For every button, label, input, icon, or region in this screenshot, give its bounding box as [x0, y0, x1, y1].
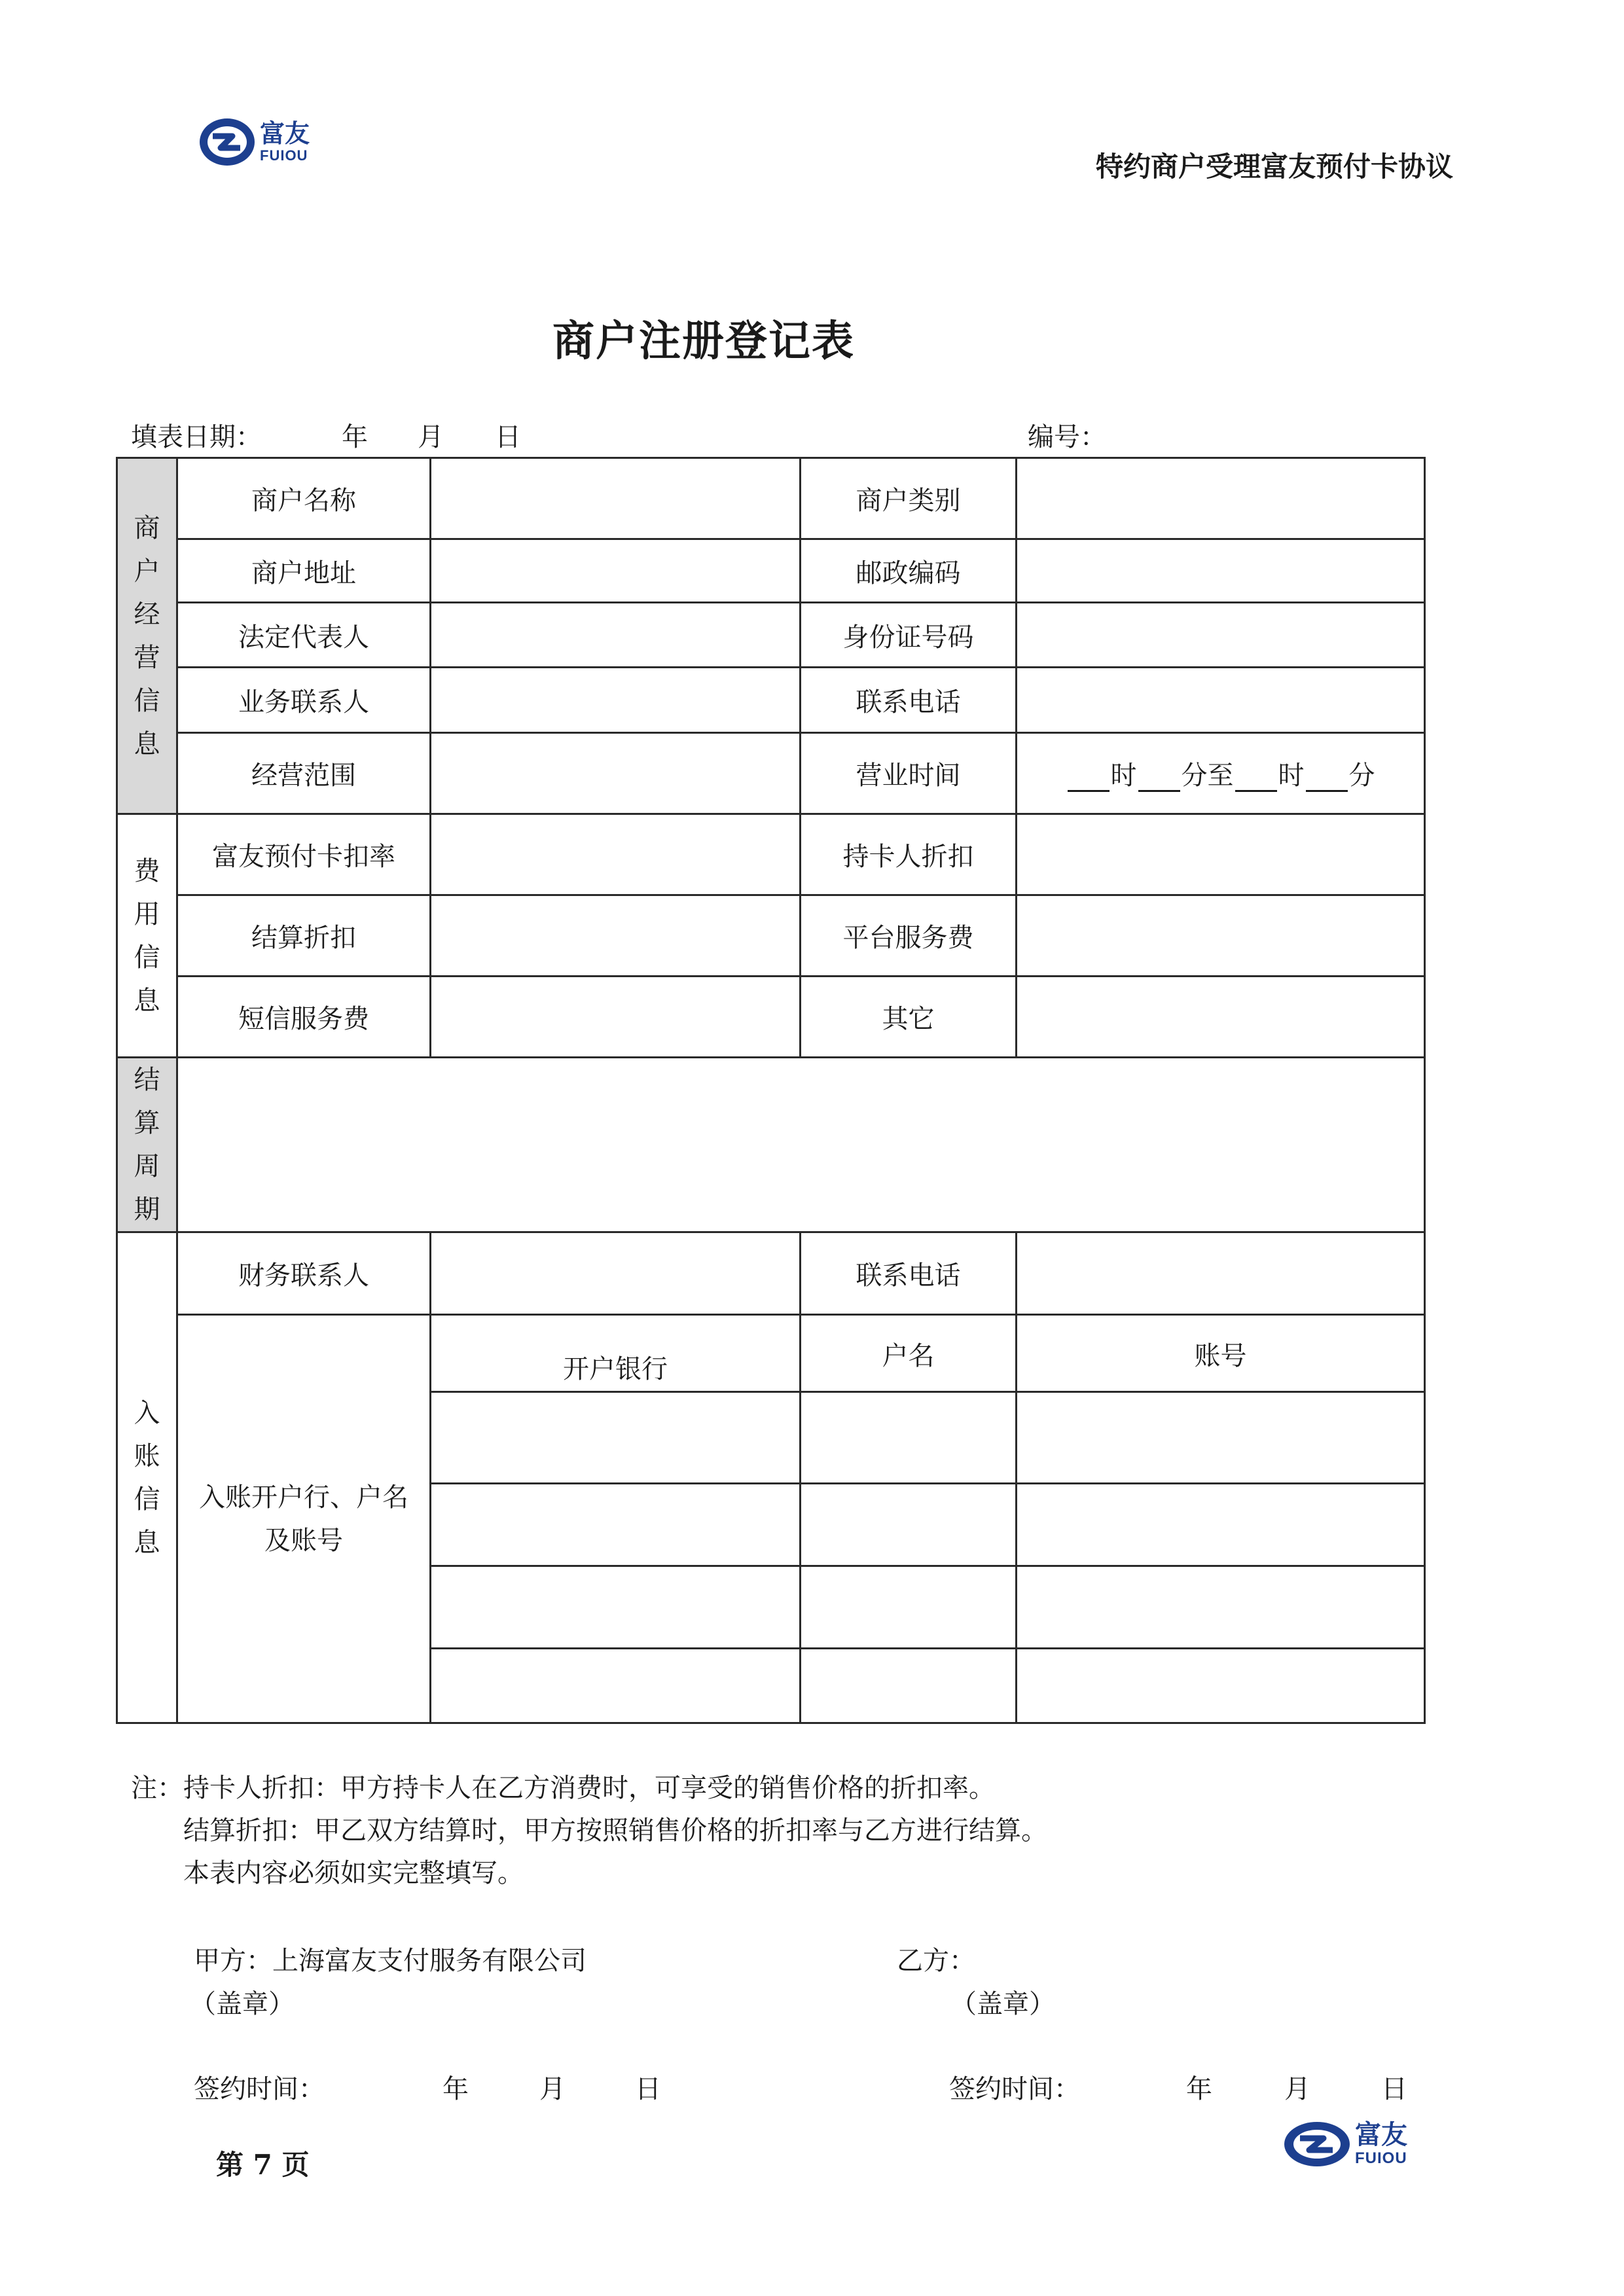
fuiou-swirl-icon [1283, 2119, 1351, 2169]
fill-date-month: 月 [418, 422, 444, 452]
label-legal-rep: 法定代表人 [177, 603, 431, 668]
input-account-name-2[interactable] [801, 1484, 1017, 1566]
input-card-rate[interactable] [431, 814, 801, 895]
logo-en-text: FUIOU [1355, 2149, 1407, 2167]
fuiou-swirl-icon [198, 117, 256, 168]
note-line-2: 结算折扣：甲乙双方结算时，甲方按照销售价格的折扣率与乙方进行结算。 [183, 1816, 1047, 1846]
party-b-sign-time: 签约时间： [949, 2074, 1080, 2104]
note-line-1: 注：持卡人折扣：甲方持卡人在乙方消费时，可享受的销售价格的折扣率。 [131, 1773, 995, 1803]
input-account-no-3[interactable] [1017, 1566, 1425, 1649]
label-platform-fee: 平台服务费 [801, 895, 1017, 977]
label-sms-fee: 短信服务费 [177, 977, 431, 1058]
label-other: 其它 [801, 977, 1017, 1058]
label-merchant-category: 商户类别 [801, 458, 1017, 539]
note-line-3: 本表内容必须如实完整填写。 [183, 1858, 524, 1888]
party-a-sign-month: 月 [539, 2074, 566, 2104]
input-bank-4[interactable] [431, 1649, 801, 1723]
input-account-no-2[interactable] [1017, 1484, 1425, 1566]
input-settle-period[interactable] [177, 1058, 1425, 1232]
input-settle-discount[interactable] [431, 895, 801, 977]
party-b-sign-month: 月 [1284, 2074, 1310, 2104]
input-postal-code[interactable] [1017, 539, 1425, 603]
party-b-sign-day: 日 [1381, 2074, 1407, 2104]
input-business-contact[interactable] [431, 668, 801, 733]
label-merchant-name: 商户名称 [177, 458, 431, 539]
registration-table [116, 457, 1426, 1724]
input-id-number[interactable] [1017, 603, 1425, 668]
label-settle-discount: 结算折扣 [177, 895, 431, 977]
input-business-hours[interactable]: 时 分至 时 分 [1017, 733, 1425, 814]
fill-date-year: 年 [342, 422, 368, 452]
label-holder-discount: 持卡人折扣 [801, 814, 1017, 895]
input-finance-phone[interactable] [1017, 1232, 1425, 1315]
notes [131, 1767, 1047, 1895]
input-sms-fee[interactable] [431, 977, 801, 1058]
input-account-name-3[interactable] [801, 1566, 1017, 1649]
input-contact-phone[interactable] [1017, 668, 1425, 733]
label-postal-code: 邮政编码 [801, 539, 1017, 603]
logo-cn-text: 富友 [260, 119, 310, 148]
input-platform-fee[interactable] [1017, 895, 1425, 977]
party-a-sign-time: 签约时间： [194, 2074, 325, 2104]
document-title: 商户注册登记表 [552, 317, 855, 366]
party-a-seal: （盖章） [190, 1989, 295, 2019]
input-account-name-1[interactable] [801, 1392, 1017, 1484]
section-settle-label: 结 算 周 期 [117, 1058, 177, 1232]
input-business-scope[interactable] [431, 733, 801, 814]
label-contact-phone: 联系电话 [801, 668, 1017, 733]
label-id-number: 身份证号码 [801, 603, 1017, 668]
header-bank: 开户银行 [431, 1315, 801, 1392]
party-a-sign-day: 日 [635, 2074, 661, 2104]
input-holder-discount[interactable] [1017, 814, 1425, 895]
page-number: 第 7 页 [216, 2149, 310, 2181]
section-business-label: 商 户 经 营 信 息 [117, 458, 177, 814]
input-finance-contact[interactable] [431, 1232, 801, 1315]
label-finance-phone: 联系电话 [801, 1232, 1017, 1315]
input-other[interactable] [1017, 977, 1425, 1058]
party-a-sign-year: 年 [442, 2074, 469, 2104]
input-merchant-category[interactable] [1017, 458, 1425, 539]
label-merchant-address: 商户地址 [177, 539, 431, 603]
section-account-label: 入 账 信 息 [117, 1232, 177, 1723]
input-merchant-address[interactable] [431, 539, 801, 603]
logo-en-text: FUIOU [260, 147, 308, 164]
fuiou-logo-footer [1283, 2119, 1407, 2169]
input-bank-2[interactable] [431, 1484, 801, 1566]
header-title: 特约商户受理富友预付卡协议 [1095, 151, 1453, 183]
header-account-no: 账号 [1017, 1315, 1425, 1392]
section-fee-label: 费 用 信 息 [117, 814, 177, 1058]
party-a: 甲方：上海富友支付服务有限公司 [194, 1946, 586, 1976]
party-b-seal: （盖章） [950, 1989, 1055, 2019]
fill-date-label: 填表日期： [131, 422, 262, 452]
label-card-rate: 富友预付卡扣率 [177, 814, 431, 895]
fuiou-logo [198, 117, 310, 168]
input-bank-1[interactable] [431, 1392, 801, 1484]
label-account-info: 入账开户行、户名 及账号 [177, 1315, 431, 1723]
logo-cn-text: 富友 [1355, 2120, 1407, 2150]
party-b: 乙方： [897, 1946, 975, 1976]
label-finance-contact: 财务联系人 [177, 1232, 431, 1315]
input-legal-rep[interactable] [431, 603, 801, 668]
input-bank-3[interactable] [431, 1566, 801, 1649]
number-label: 编号： [1028, 422, 1106, 452]
input-account-name-4[interactable] [801, 1649, 1017, 1723]
party-b-sign-year: 年 [1186, 2074, 1212, 2104]
label-business-scope: 经营范围 [177, 733, 431, 814]
input-merchant-name[interactable] [431, 458, 801, 539]
input-account-no-1[interactable] [1017, 1392, 1425, 1484]
label-business-contact: 业务联系人 [177, 668, 431, 733]
input-account-no-4[interactable] [1017, 1649, 1425, 1723]
label-business-hours: 营业时间 [801, 733, 1017, 814]
header-account-name: 户名 [801, 1315, 1017, 1392]
fill-date-day: 日 [495, 422, 521, 452]
